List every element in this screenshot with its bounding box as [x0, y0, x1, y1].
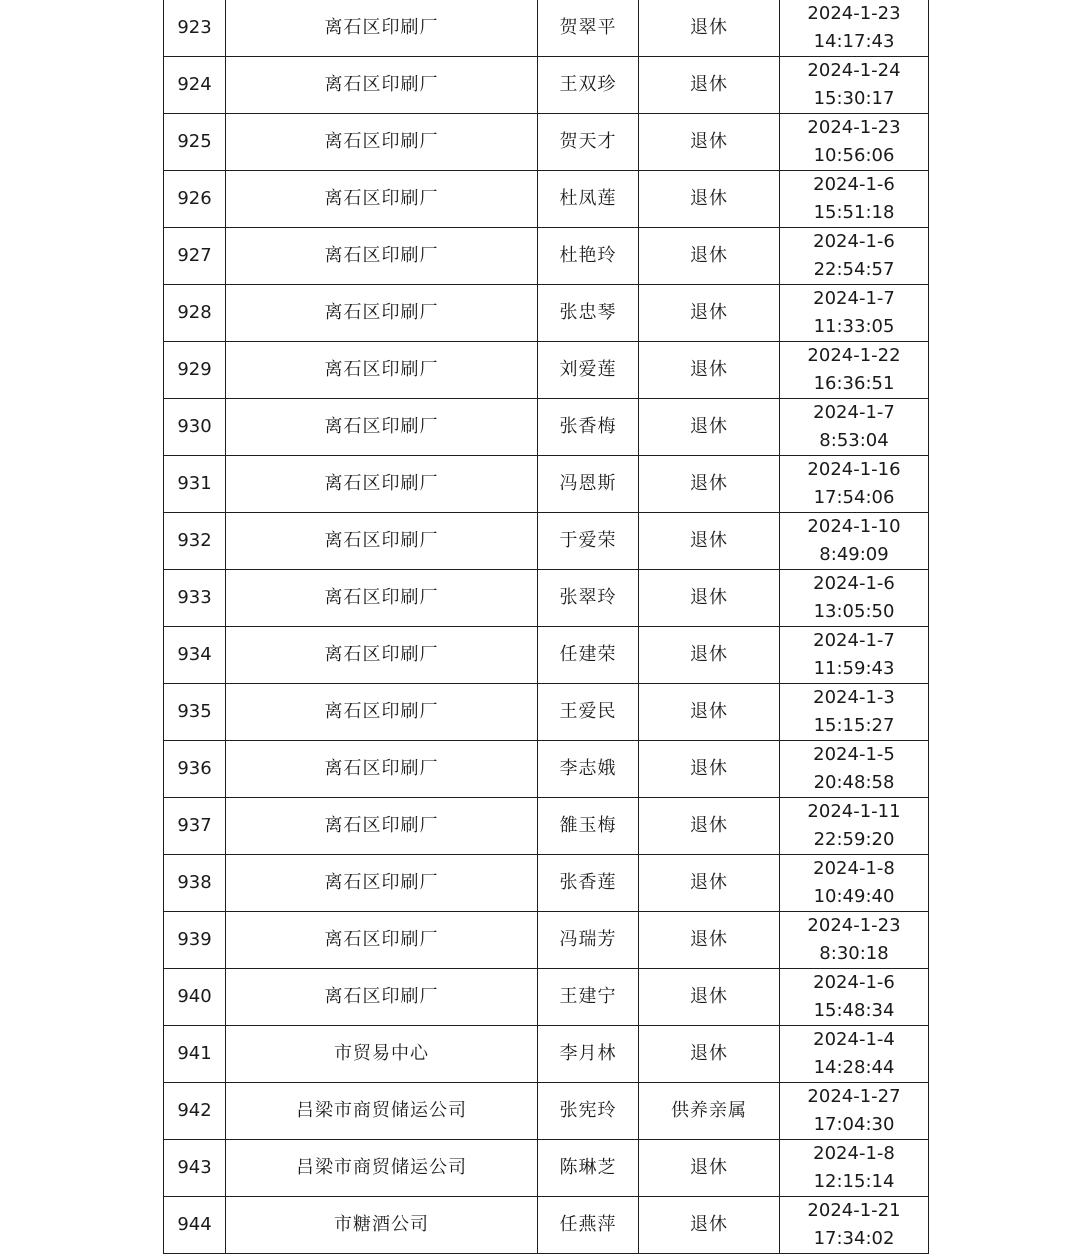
- record-date: 2024-1-6: [813, 231, 895, 252]
- unit-cell: 市糖酒公司: [226, 1197, 538, 1254]
- record-date: 2024-1-10: [807, 516, 901, 537]
- table-row: [164, 741, 929, 798]
- serial-number-cell: 931: [164, 456, 226, 513]
- serial-number-cell: 941: [164, 1026, 226, 1083]
- timestamp-cell: [780, 285, 929, 342]
- record-date: 2024-1-16: [807, 459, 901, 480]
- serial-number-cell: 929: [164, 342, 226, 399]
- record-date: 2024-1-23: [807, 117, 901, 138]
- table-row: [164, 342, 929, 399]
- status-cell: 退休: [639, 57, 780, 114]
- record-date: 2024-1-4: [813, 1029, 895, 1050]
- record-date: 2024-1-5: [813, 744, 895, 765]
- serial-number-cell: 928: [164, 285, 226, 342]
- table-row: [164, 684, 929, 741]
- unit-cell: 离石区印刷厂: [226, 171, 538, 228]
- name-cell: 任燕萍: [538, 1197, 639, 1254]
- serial-number-cell: 925: [164, 114, 226, 171]
- unit-cell: 离石区印刷厂: [226, 399, 538, 456]
- unit-cell: 离石区印刷厂: [226, 912, 538, 969]
- name-cell: 贺翠平: [538, 0, 639, 57]
- name-cell: 于爱荣: [538, 513, 639, 570]
- table-row: [164, 627, 929, 684]
- record-time: 17:54:06: [813, 487, 895, 508]
- record-date: 2024-1-22: [807, 345, 901, 366]
- status-cell: 退休: [639, 114, 780, 171]
- unit-cell: 离石区印刷厂: [226, 114, 538, 171]
- table-row: [164, 456, 929, 513]
- name-cell: 王建宁: [538, 969, 639, 1026]
- timestamp-cell: [780, 114, 929, 171]
- record-date: 2024-1-8: [813, 858, 895, 879]
- status-cell: 退休: [639, 513, 780, 570]
- timestamp-cell: [780, 171, 929, 228]
- serial-number-cell: 926: [164, 171, 226, 228]
- timestamp-cell: [780, 456, 929, 513]
- record-time: 15:30:17: [813, 88, 895, 109]
- record-date: 2024-1-11: [807, 801, 901, 822]
- table-row: [164, 1140, 929, 1197]
- serial-number-cell: 934: [164, 627, 226, 684]
- serial-number-cell: 942: [164, 1083, 226, 1140]
- timestamp-cell: [780, 399, 929, 456]
- name-cell: 张宪玲: [538, 1083, 639, 1140]
- timestamp-cell: [780, 0, 929, 57]
- timestamp-cell: [780, 570, 929, 627]
- name-cell: 雒玉梅: [538, 798, 639, 855]
- record-time: 10:49:40: [813, 886, 895, 907]
- table-row: [164, 855, 929, 912]
- serial-number-cell: 935: [164, 684, 226, 741]
- record-date: 2024-1-7: [813, 288, 895, 309]
- name-cell: 陈琳芝: [538, 1140, 639, 1197]
- timestamp-cell: [780, 342, 929, 399]
- record-date: 2024-1-23: [807, 3, 901, 24]
- status-cell: 退休: [639, 570, 780, 627]
- unit-cell: 离石区印刷厂: [226, 285, 538, 342]
- record-date: 2024-1-7: [813, 630, 895, 651]
- serial-number-cell: 937: [164, 798, 226, 855]
- name-cell: 张忠琴: [538, 285, 639, 342]
- timestamp-cell: [780, 228, 929, 285]
- status-cell: 退休: [639, 342, 780, 399]
- unit-cell: 离石区印刷厂: [226, 513, 538, 570]
- record-time: 15:51:18: [813, 202, 895, 223]
- table-row: [164, 57, 929, 114]
- status-cell: 退休: [639, 285, 780, 342]
- status-cell: 退休: [639, 228, 780, 285]
- record-time: 11:33:05: [813, 316, 895, 337]
- status-cell: 退休: [639, 1140, 780, 1197]
- table-row: [164, 228, 929, 285]
- timestamp-cell: [780, 57, 929, 114]
- record-time: 8:53:04: [819, 430, 889, 451]
- table-row: [164, 399, 929, 456]
- serial-number-cell: 940: [164, 969, 226, 1026]
- status-cell: 退休: [639, 1197, 780, 1254]
- serial-number-cell: 936: [164, 741, 226, 798]
- timestamp-cell: [780, 513, 929, 570]
- record-time: 17:04:30: [813, 1114, 895, 1135]
- table-row: [164, 798, 929, 855]
- table-row: [164, 1197, 929, 1254]
- timestamp-cell: [780, 741, 929, 798]
- timestamp-cell: [780, 855, 929, 912]
- record-time: 15:48:34: [813, 1000, 895, 1021]
- name-cell: 杜艳玲: [538, 228, 639, 285]
- table-row: [164, 1083, 929, 1140]
- record-date: 2024-1-6: [813, 174, 895, 195]
- record-time: 12:15:14: [813, 1171, 895, 1192]
- record-time: 22:59:20: [813, 829, 895, 850]
- status-cell: 退休: [639, 1026, 780, 1083]
- record-date: 2024-1-3: [813, 687, 895, 708]
- table-row: [164, 1026, 929, 1083]
- record-date: 2024-1-24: [807, 60, 901, 81]
- records-table: [163, 0, 929, 1254]
- table-row: [164, 171, 929, 228]
- record-date: 2024-1-21: [807, 1200, 901, 1221]
- name-cell: 冯恩斯: [538, 456, 639, 513]
- status-cell: 退休: [639, 969, 780, 1026]
- name-cell: 贺天才: [538, 114, 639, 171]
- unit-cell: 离石区印刷厂: [226, 0, 538, 57]
- unit-cell: 离石区印刷厂: [226, 342, 538, 399]
- record-time: 16:36:51: [813, 373, 895, 394]
- name-cell: 杜凤莲: [538, 171, 639, 228]
- record-date: 2024-1-8: [813, 1143, 895, 1164]
- serial-number-cell: 939: [164, 912, 226, 969]
- status-cell: 退休: [639, 399, 780, 456]
- table-row: [164, 570, 929, 627]
- table-row: [164, 114, 929, 171]
- table-row: [164, 0, 929, 57]
- unit-cell: 吕梁市商贸储运公司: [226, 1140, 538, 1197]
- timestamp-cell: [780, 627, 929, 684]
- status-cell: 退休: [639, 741, 780, 798]
- timestamp-cell: [780, 1140, 929, 1197]
- timestamp-cell: [780, 912, 929, 969]
- unit-cell: 市贸易中心: [226, 1026, 538, 1083]
- serial-number-cell: 923: [164, 0, 226, 57]
- name-cell: 张翠玲: [538, 570, 639, 627]
- record-time: 8:49:09: [819, 544, 889, 565]
- record-date: 2024-1-6: [813, 573, 895, 594]
- name-cell: 李志娥: [538, 741, 639, 798]
- timestamp-cell: [780, 1026, 929, 1083]
- status-cell: 退休: [639, 798, 780, 855]
- record-time: 10:56:06: [813, 145, 895, 166]
- record-date: 2024-1-23: [807, 915, 901, 936]
- record-date: 2024-1-27: [807, 1086, 901, 1107]
- serial-number-cell: 944: [164, 1197, 226, 1254]
- timestamp-cell: [780, 1083, 929, 1140]
- name-cell: 任建荣: [538, 627, 639, 684]
- unit-cell: 离石区印刷厂: [226, 741, 538, 798]
- status-cell: 退休: [639, 0, 780, 57]
- unit-cell: 离石区印刷厂: [226, 456, 538, 513]
- status-cell: 退休: [639, 456, 780, 513]
- unit-cell: 离石区印刷厂: [226, 855, 538, 912]
- record-time: 8:30:18: [819, 943, 889, 964]
- unit-cell: 离石区印刷厂: [226, 684, 538, 741]
- unit-cell: 离石区印刷厂: [226, 627, 538, 684]
- name-cell: 刘爱莲: [538, 342, 639, 399]
- name-cell: 张香梅: [538, 399, 639, 456]
- unit-cell: 离石区印刷厂: [226, 570, 538, 627]
- unit-cell: 吕梁市商贸储运公司: [226, 1083, 538, 1140]
- status-cell: 退休: [639, 171, 780, 228]
- serial-number-cell: 943: [164, 1140, 226, 1197]
- unit-cell: 离石区印刷厂: [226, 969, 538, 1026]
- name-cell: 冯瑞芳: [538, 912, 639, 969]
- status-cell: 退休: [639, 627, 780, 684]
- name-cell: 王双珍: [538, 57, 639, 114]
- serial-number-cell: 938: [164, 855, 226, 912]
- record-time: 22:54:57: [813, 259, 895, 280]
- name-cell: 李月林: [538, 1026, 639, 1083]
- status-cell: 退休: [639, 912, 780, 969]
- record-time: 17:34:02: [813, 1228, 895, 1249]
- serial-number-cell: 930: [164, 399, 226, 456]
- serial-number-cell: 932: [164, 513, 226, 570]
- record-time: 11:59:43: [813, 658, 895, 679]
- unit-cell: 离石区印刷厂: [226, 57, 538, 114]
- table-body: [164, 0, 929, 1254]
- timestamp-cell: [780, 969, 929, 1026]
- serial-number-cell: 933: [164, 570, 226, 627]
- timestamp-cell: [780, 1197, 929, 1254]
- status-cell: 供养亲属: [639, 1083, 780, 1140]
- record-time: 14:17:43: [813, 31, 895, 52]
- serial-number-cell: 924: [164, 57, 226, 114]
- unit-cell: 离石区印刷厂: [226, 228, 538, 285]
- record-date: 2024-1-7: [813, 402, 895, 423]
- name-cell: 张香莲: [538, 855, 639, 912]
- status-cell: 退休: [639, 684, 780, 741]
- table-row: [164, 513, 929, 570]
- record-time: 13:05:50: [813, 601, 895, 622]
- name-cell: 王爱民: [538, 684, 639, 741]
- serial-number-cell: 927: [164, 228, 226, 285]
- timestamp-cell: [780, 684, 929, 741]
- unit-cell: 离石区印刷厂: [226, 798, 538, 855]
- record-time: 20:48:58: [813, 772, 895, 793]
- timestamp-cell: [780, 798, 929, 855]
- record-date: 2024-1-6: [813, 972, 895, 993]
- table-row: [164, 285, 929, 342]
- table-row: [164, 969, 929, 1026]
- status-cell: 退休: [639, 855, 780, 912]
- record-time: 15:15:27: [813, 715, 895, 736]
- table-row: [164, 912, 929, 969]
- record-time: 14:28:44: [813, 1057, 895, 1078]
